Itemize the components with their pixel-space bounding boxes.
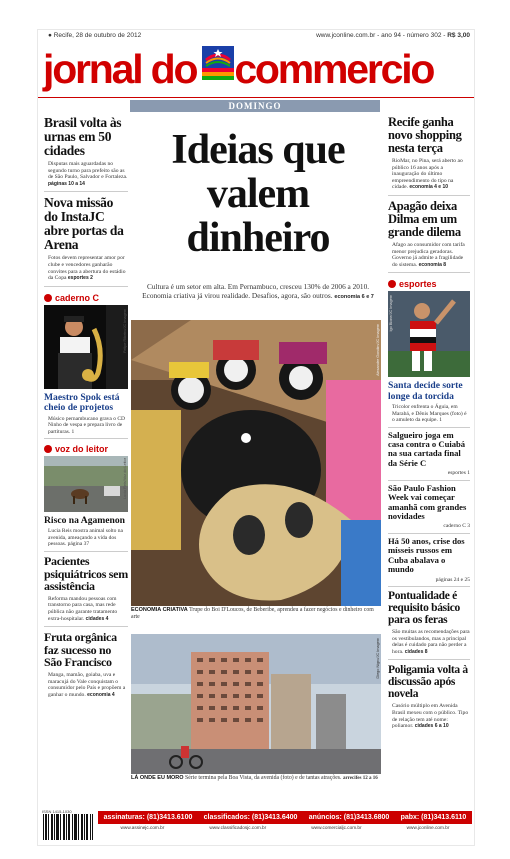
- issue-date: Recife, 28 de outubro de 2012: [53, 32, 142, 39]
- url-comercial[interactable]: www.comercialjc.com.br: [311, 825, 362, 830]
- footer-urls: [98, 825, 472, 830]
- story-title: Pontualidade é requisito básico para os feras: [388, 590, 460, 627]
- story-title: Poligamia volta à discussão após novela: [388, 664, 468, 701]
- story-santa[interactable]: [388, 381, 470, 427]
- masthead-name: jornal do commercio: [43, 46, 434, 92]
- spok-photo[interactable]: [44, 305, 128, 389]
- boa-vista-caption: LÁ ONDE EU MORO Série termina pela Boa Vista, da avenida (foto) e de tantas atrações. arrecifes 12 a 16: [131, 775, 381, 782]
- photo-credit: Igo Bione/JC Imagem: [389, 295, 393, 332]
- page-ref: economia 6 e 7: [334, 294, 374, 300]
- story-title: Apagão deixa Dilma em um grande dilema: [388, 198, 461, 239]
- classificados-phone: classificados: (81)3413.6400: [203, 814, 298, 821]
- agamenon-photo[interactable]: [44, 456, 128, 512]
- page-ref: esportes 2: [67, 275, 93, 282]
- story-body: RioMar, no Pina, será aberto ao público 16 anos após a inauguração do último empreendimento do tipo na cidade. economia 4 e 10: [392, 158, 463, 191]
- story-body: Disputas mais aguardadas no segundo turno para prefeito são as de São Paulo, Salvador e Fortaleza. páginas 10 a 14: [48, 161, 128, 187]
- story-agamenon[interactable]: [44, 516, 128, 552]
- boa-vista-buildings-image: [131, 634, 381, 774]
- page-ref: economia 8: [418, 261, 447, 268]
- story-body: Tricolor enfrenta o Águia, em Marabá, e Dênis Marques (foto) é o amuleto da equipe. 1: [392, 404, 467, 424]
- page-ref: economia 4: [87, 691, 115, 698]
- photo-credit: Diego Nigro/JC Imagem: [376, 638, 380, 679]
- photo-credit: Felipe Ribeiro/JC Imagem: [123, 308, 127, 353]
- story-body: Fotos devem representar amor por clube e vencedores ganharão convites para a abertura do estádio da Copa esportes 2: [48, 255, 126, 282]
- story-title: Risco na Agamenon: [44, 515, 126, 527]
- section-dot-icon: [44, 294, 52, 302]
- left-column: [44, 116, 128, 706]
- story-shopping[interactable]: [388, 116, 470, 196]
- story-misseis-cuba[interactable]: [388, 537, 470, 587]
- page-ref: arrecifes 12 a 16: [342, 776, 378, 781]
- boa-vista-photo[interactable]: [131, 634, 381, 784]
- page-ref: 1: [439, 417, 442, 424]
- barcode: [42, 809, 94, 843]
- photo-credit: Alexandre Gondim/JC Imagem: [376, 324, 380, 376]
- url-jconline[interactable]: www.jconline.com.br: [406, 825, 450, 830]
- street-horse-image: [44, 456, 128, 512]
- section-esportes: esportes: [388, 277, 470, 291]
- footer: [38, 807, 474, 845]
- url-classificados[interactable]: www.classificadosjc.com.br: [209, 825, 267, 830]
- story-salgueiro[interactable]: [388, 431, 470, 481]
- page-ref: páginas 10 a 14: [48, 180, 85, 187]
- page-ref: economia 4 e 10: [409, 184, 449, 191]
- url-assine[interactable]: www.assinejc.com.br: [120, 825, 165, 830]
- story-body: Reforma mandou pessoas com transtorno para casa, mas rede pública não garante tratamento extra-hospitalar. cidades 4: [48, 595, 118, 622]
- main-photo-caption: ECONOMIA CRIATIVA Trupe do Boi D'Loucos, de Beberibe, aprendeu a fazer negócios e dinheiro com arte: [131, 607, 381, 621]
- page-ref: 1: [71, 428, 75, 435]
- story-fashion-week[interactable]: [388, 484, 470, 534]
- story-apagao[interactable]: [388, 200, 470, 273]
- section-caderno-c: caderno C: [44, 291, 128, 305]
- story-body: Afago ao consumidor com tarifa menor prejudica geradoras. Governo já admite a fragilidade do sistema. economia 8: [392, 241, 465, 268]
- story-pontualidade[interactable]: [388, 590, 470, 660]
- story-body: Músico pernambucano grava o CD Ninho de vespa e prepara livro de partituras. 1: [48, 415, 125, 435]
- story-ref: esportes 1: [447, 470, 470, 477]
- story-title: Há 50 anos, crise dos mísseis russos em Cuba abalava o mundo: [388, 535, 465, 575]
- story-title: Maestro Spok está cheio de projetos: [44, 391, 120, 414]
- issue-info: www.jconline.com.br - ano 94 - número 302: [316, 32, 442, 39]
- pernambuco-flag-icon: [202, 46, 234, 88]
- contact-bar: [98, 811, 472, 824]
- main-photo[interactable]: [131, 320, 381, 620]
- page-ref: cidades 8: [404, 648, 428, 655]
- masthead: [38, 42, 474, 98]
- anuncios-phone: anúncios: (81)3413.6800: [308, 814, 390, 821]
- edition-bar: DOMINGO: [130, 100, 380, 112]
- story-title: São Paulo Fashion Week vai começar amanhã com grandes novidades: [388, 482, 467, 521]
- right-column: [388, 116, 470, 738]
- page-ref: cidades 4: [85, 615, 109, 622]
- page-ref: página 37: [67, 541, 90, 548]
- barcode-number: ISSN 1415-1030: [42, 809, 72, 814]
- photo-credit: Lucia Reis/Voz do Leitor: [123, 458, 127, 500]
- story-body: Casório múltiplo em Avenida Brasil mexeu com o público. Tipo de relação tem até nome: poliamor. cidades 6 a 10: [392, 703, 469, 730]
- story-poligamia[interactable]: [388, 664, 470, 733]
- soccer-player-image: [388, 291, 470, 377]
- section-dot-icon: [44, 445, 52, 453]
- story-body: Lucia Reis mostra animal solto na avenida, ameaçando a vida dos pessoas. página 37: [48, 528, 123, 548]
- story-title: Brasil volta às urnas em 50 cidades: [44, 115, 122, 158]
- story-title: Santa decide sorte longe da torcida: [388, 380, 463, 402]
- assinaturas-phone: assinaturas: (81)3413.6100: [103, 814, 193, 821]
- story-title: Recife ganha novo shopping nesta terça: [388, 115, 462, 155]
- story-title: Nova missão do InstaJC abre portas da Arena: [44, 195, 124, 253]
- story-title: Pacientes psiquiátricos sem assistência: [44, 553, 128, 594]
- story-psiquiatricos[interactable]: [44, 555, 128, 627]
- top-info-bar: ● Recife, 28 de outubro de 2012 www.jconline.com.br - ano 94 - número 302 - R$ 3,00: [48, 32, 470, 39]
- story-fruta-organica[interactable]: [44, 631, 128, 702]
- denis-marques-photo[interactable]: [388, 291, 470, 377]
- story-title: Fruta orgânica faz sucesso no São Francisco: [44, 630, 117, 670]
- story-brasil-urnas[interactable]: [44, 116, 128, 192]
- story-title: Salgueiro joga em casa contra o Cuiabá na sua cartada final da Série C: [388, 429, 466, 468]
- barcode-icon: [42, 814, 94, 840]
- story-ref: caderno C 3: [443, 523, 470, 530]
- boi-dloucos-image: [131, 320, 381, 606]
- newspaper-page: [38, 30, 474, 845]
- story-body: Manga, mamão, goiaba, uva e maracujá do Vale conquistam o consumidor pelo País e propõem a ganhar o mundo. economia 4: [48, 671, 126, 698]
- story-instajc[interactable]: [44, 196, 128, 286]
- bullet-icon: ●: [48, 32, 54, 39]
- main-lede: Cultura é um setor em alta. Em Pernambuco, cresceu 130% de 2006 a 2010. Economia criativa já virou realidade. Desafios, agora, são outros. economia 6 e 7: [142, 282, 374, 300]
- story-body: São muitas as recomendações para os vestibulandos, mas a principal delas é cuidado para não perder a hora. cidades 8: [392, 629, 470, 655]
- story-spok[interactable]: [44, 393, 128, 439]
- saxophone-player-image: [44, 305, 128, 389]
- main-headline[interactable]: Ideias que valem dinheiro: [171, 127, 345, 261]
- issue-price: R$ 3,00: [447, 32, 470, 39]
- section-voz-do-leitor: voz do leitor: [44, 442, 128, 456]
- story-ref: páginas 24 e 25: [435, 576, 470, 583]
- section-dot-icon: [388, 280, 396, 288]
- page-ref: cidades 6 a 10: [414, 723, 449, 730]
- pabx-phone: pabx: (81)3413.6110: [400, 814, 467, 821]
